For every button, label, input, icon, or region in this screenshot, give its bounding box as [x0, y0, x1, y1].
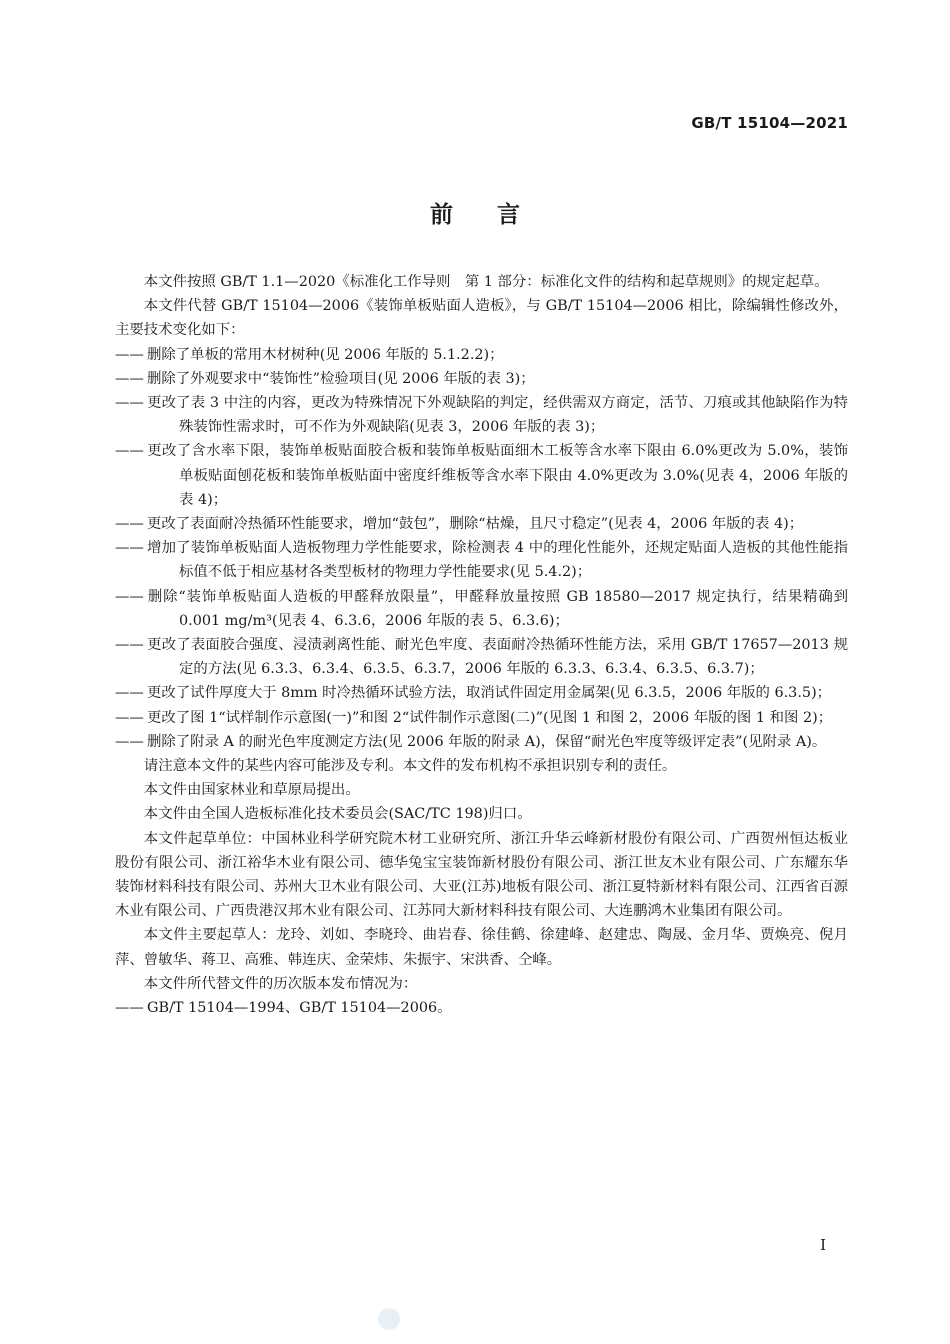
- dash-marker: ——: [115, 540, 144, 557]
- standard-code: GB/T 15104—2021: [691, 114, 848, 132]
- body-paragraph: 请注意本文件的某些内容可能涉及专利。本文件的发布机构不承担识别专利的责任。: [143, 758, 677, 775]
- list-item-text: GB/T 15104—1994、GB/T 15104—2006。: [147, 1000, 452, 1017]
- dash-marker: ——: [115, 443, 144, 460]
- body-paragraph: 本文件按照 GB/T 1.1—2020《标准化工作导则 第 1 部分：标准化文件的结构和起草规则》的规定起草。: [143, 274, 829, 290]
- body-paragraph: 本文件所代替文件的历次版本发布情况为：: [143, 975, 418, 992]
- list-item-text: 更改了含水率下限，装饰单板贴面胶合板和装饰单板贴面细木工板等含水率下限由 6.0%更改为 5.0%，装饰单板贴面刨花板和装饰单板贴面中密度纤维板等含水率下限由 4.0%更改为 3.0%(见表 4，2006 年版的表 4)；: [147, 443, 848, 508]
- list-item-text: 更改了表面耐冷热循环性能要求，增加“鼓包”，删除“枯燥，且尺寸稳定”(见表 4，2006 年版的表 4)；: [147, 516, 804, 533]
- page-title: 前言: [430, 202, 564, 228]
- dash-marker: ——: [115, 588, 144, 605]
- change-list-item: [115, 391, 848, 439]
- change-list-item: [115, 536, 848, 584]
- change-list-item: [115, 996, 848, 1020]
- change-list-item: [115, 585, 848, 633]
- watermark-logo: [378, 1308, 400, 1330]
- foreword-body: [115, 270, 848, 1020]
- change-list-item: [115, 512, 848, 536]
- change-list-item: [115, 633, 848, 681]
- dash-marker: ——: [115, 709, 144, 726]
- dash-marker: ——: [115, 733, 144, 750]
- dash-marker: ——: [115, 1000, 144, 1017]
- body-paragraph: 本文件由国家林业和草原局提出。: [143, 782, 360, 799]
- body-paragraph: 本文件起草单位：中国林业科学研究院木材工业研究所、浙江升华云峰新材股份有限公司、广西贺州恒达板业股份有限公司、浙江裕华木业有限公司、德华兔宝宝装饰新材股份有限公司、浙江世友木业有限公司、广东耀东华装饰材料科技有限公司、苏州大卫木业有限公司、大亚(江苏)地板有限公司、浙江夏特新材料有限公司、江西省百源木业有限公司、广西贵港汉邦木业有限公司、江苏同大新材料科技有限公司、大连鹏鸿木业集团有限公司。: [115, 830, 848, 920]
- body-paragraph: 本文件代替 GB/T 15104—2006《装饰单板贴面人造板》，与 GB/T 15104—2006 相比，除编辑性修改外，主要技术变化如下：: [115, 298, 848, 339]
- change-list-item: [115, 439, 848, 512]
- dash-marker: ——: [115, 395, 144, 412]
- list-item-text: 更改了试件厚度大于 8mm 时冷热循环试验方法，取消试件固定用金属架(见 6.3.5，2006 年版的 6.3.5)；: [147, 685, 832, 702]
- dash-marker: ——: [115, 346, 144, 363]
- list-item-text: 更改了表 3 中注的内容，更改为特殊情况下外观缺陷的判定，经供需双方商定，活节、刀痕或其他缺陷作为特殊装饰性需求时，可不作为外观缺陷(见表 3，2006 年版的表 3)；: [147, 395, 848, 436]
- list-item-text: 删除了单板的常用木材树种(见 2006 年版的 5.1.2.2)；: [147, 346, 504, 363]
- dash-marker: ——: [115, 370, 144, 387]
- dash-marker: ——: [115, 685, 144, 702]
- page-number: I: [820, 1236, 826, 1254]
- change-list-item: [115, 706, 848, 730]
- change-list-item: [115, 681, 848, 705]
- list-item-text: 更改了图 1“试样制作示意图(一)”和图 2“试件制作示意图(二)”(见图 1 和图 2，2006 年版的图 1 和图 2)；: [147, 709, 833, 726]
- change-list-item: [115, 343, 848, 367]
- body-paragraph: 本文件由全国人造板标准化技术委员会(SAC/TC 198)归口。: [143, 806, 532, 823]
- change-list-item: [115, 730, 848, 754]
- list-item-text: 删除了附录 A 的耐光色牢度测定方法(见 2006 年版的附录 A)，保留“耐光色牢度等级评定表”(见附录 A)。: [147, 733, 827, 750]
- body-paragraph: 本文件主要起草人：龙玲、刘如、李晓玲、曲岩春、徐佳鹤、徐建峰、赵建忠、陶晟、金月华、贾焕亮、倪月萍、曾敏华、蒋卫、高雅、韩连庆、金荣炜、朱振宇、宋洪香、仝峰。: [115, 927, 848, 968]
- list-item-text: 更改了表面胶合强度、浸渍剥离性能、耐光色牢度、表面耐冷热循环性能方法，采用 GB/T 17657—2013 规定的方法(见 6.3.3、6.3.4、6.3.5、6.3.7，2006 年版的 6.3.3、6.3.4、6.3.5、6.3.7)；: [147, 637, 848, 678]
- dash-marker: ——: [115, 637, 144, 654]
- list-item-text: 删除了外观要求中“装饰性”检验项目(见 2006 年版的表 3)；: [147, 370, 535, 387]
- list-item-text: 删除“装饰单板贴面人造板的甲醛释放限量”，甲醛释放量按照 GB 18580—2017 规定执行，结果精确到 0.001 mg/m³(见表 4、6.3.6，2006 年版的表 5、6.3.6)；: [147, 588, 848, 629]
- dash-marker: ——: [115, 516, 144, 533]
- list-item-text: 增加了装饰单板贴面人造板物理力学性能要求，除检测表 4 中的理化性能外，还规定贴面人造板的其他性能指标值不低于相应基材各类型板材的物理力学性能要求(见 5.4.2)；: [147, 540, 848, 581]
- change-list-item: [115, 367, 848, 391]
